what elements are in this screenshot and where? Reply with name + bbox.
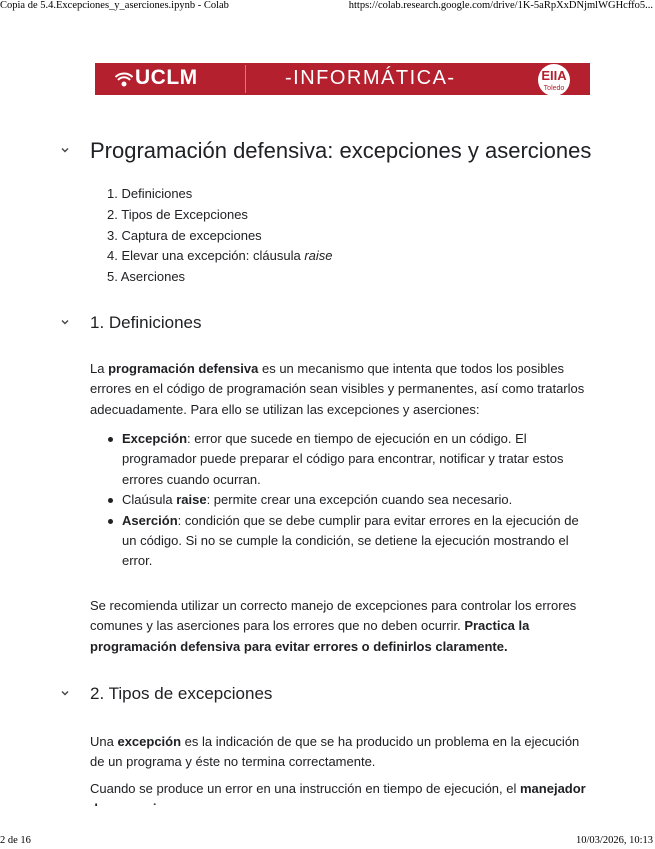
section-heading-tipos: 2. Tipos de excepciones xyxy=(90,684,273,703)
banner-logo-text: UCLM xyxy=(135,66,198,89)
definition-paragraph: La programación defensiva es un mecanismo que intenta que todos los posibles errores en el código de programación sean visibles y permanentes, así como tratarlos adecuadamente. Para ello se utilizan las excepciones y aserciones: xyxy=(90,361,585,417)
list-item: Claúsula raise: permite crear una excepción cuando sea necesario. xyxy=(105,490,595,510)
section-heading-definiciones: 1. Definiciones xyxy=(90,313,202,332)
banner-title: -INFORMÁTICA- xyxy=(285,67,456,89)
chevron-down-icon[interactable] xyxy=(60,145,70,155)
print-header xyxy=(0,0,655,14)
print-header-url: https://colab.research.google.com/drive/1K-5aRpXxDNjmlWGHcffo5... xyxy=(348,0,653,11)
banner-divider xyxy=(245,65,246,93)
list-item: Aserción: condición que se debe cumplir para evitar errores en la ejecución de un código. Si no se cumple la condición, se detiene la ejecución mostrando el error. xyxy=(105,511,595,572)
eiia-badge-top: EIIA xyxy=(541,68,567,83)
page-title: Programación defensiva: excepciones y aserciones xyxy=(90,138,592,163)
recommendation-paragraph: Se recomienda utilizar un correcto manejo de excepciones para controlar los errores comunes y las aserciones para los errores que no deben ocurrir. Practica la programación defensiva para evitar errores o definirlos claramente. xyxy=(90,598,577,654)
page-number: 2 de 16 xyxy=(0,835,31,846)
exception-paragraph: Una excepción es la indicación de que se ha producido un problema en la ejecución de un programa y éste no termina correctamente. xyxy=(90,734,580,770)
uclm-banner xyxy=(95,63,590,95)
eiia-badge-bottom: Toledo xyxy=(543,85,565,92)
toc-item[interactable]: 5. Aserciones xyxy=(107,269,186,285)
page-cut xyxy=(0,806,655,836)
chevron-down-icon[interactable] xyxy=(60,317,70,327)
print-footer xyxy=(0,835,655,849)
table-of-contents xyxy=(107,184,333,288)
handler-paragraph: Cuando se produce un error en una instrucción en tiempo de ejecución, el manejador xyxy=(90,781,586,796)
toc-item[interactable]: 2. Tipos de Excepciones xyxy=(107,206,248,222)
print-timestamp: 10/03/2026, 10:13 xyxy=(575,835,653,846)
eiia-badge xyxy=(538,64,570,95)
chevron-down-icon[interactable] xyxy=(60,688,70,698)
toc-item[interactable]: 3. Captura de excepciones xyxy=(107,227,262,243)
definition-list xyxy=(105,429,595,572)
toc-item[interactable]: 4. Elevar una excepción: cláusula raise xyxy=(107,248,333,264)
list-item: Excepción: error que sucede en tiempo de ejecución en un código. El programador puede preparar el código para encontrar, notificar y tratar estos errores cuando ocurran. xyxy=(105,429,595,490)
toc-item[interactable]: 1. Definiciones xyxy=(107,186,193,201)
print-header-title: Copia de 5.4.Excepciones_y_aserciones.ipynb - Colab xyxy=(0,0,229,11)
